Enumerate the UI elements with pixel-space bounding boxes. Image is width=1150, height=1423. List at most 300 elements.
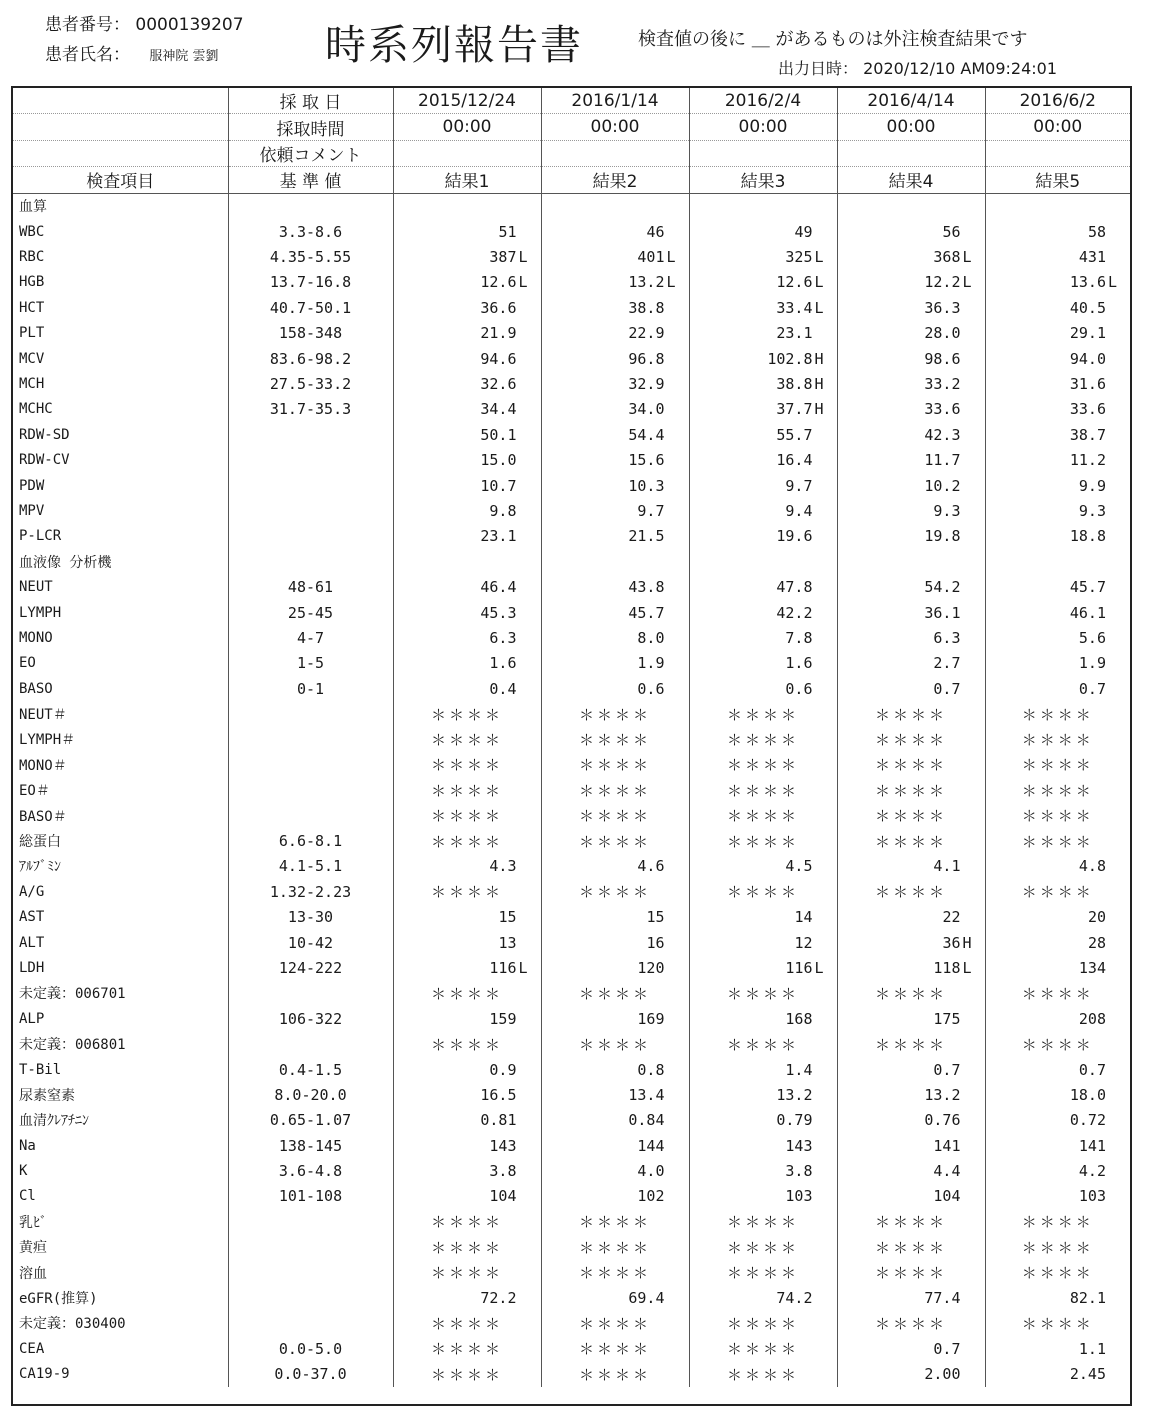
result-value: ＊＊＊＊ xyxy=(874,756,947,775)
result-cell xyxy=(393,1006,541,1031)
result-cell xyxy=(985,1057,1130,1082)
result-value: 28.0 xyxy=(924,324,961,343)
result-value: 40.5 xyxy=(1069,298,1106,317)
reference-range: 10-42 xyxy=(228,930,393,955)
result-cell xyxy=(541,295,689,320)
reference-range: 0.4-1.5 xyxy=(228,1057,393,1082)
result-cell xyxy=(393,1057,541,1082)
result-cell xyxy=(541,625,689,650)
result-cell xyxy=(837,778,985,803)
result-cell xyxy=(837,1006,985,1031)
abnormal-flag: L xyxy=(518,958,528,977)
result-value: 16 xyxy=(646,933,665,952)
output-datetime xyxy=(778,56,1057,79)
table-row xyxy=(13,371,1130,396)
result-value: 9.8 xyxy=(489,501,517,520)
table-row xyxy=(13,930,1130,955)
result-value: 37.7 xyxy=(776,400,813,419)
result-cell xyxy=(393,1260,541,1285)
result-cell xyxy=(541,219,689,244)
table-row xyxy=(13,524,1130,549)
table-row xyxy=(13,752,1130,777)
result-value: 45.7 xyxy=(1069,578,1106,597)
date-3: 2016/2/4 xyxy=(689,88,837,114)
result-value: ＊＊＊＊ xyxy=(726,705,799,724)
table-row xyxy=(13,676,1130,701)
result-cell xyxy=(985,1311,1130,1336)
result-value: 141 xyxy=(933,1136,961,1155)
result-value: 42.2 xyxy=(776,603,813,622)
time-1: 00:00 xyxy=(393,114,541,140)
result-value: 19.8 xyxy=(924,527,961,546)
result-cell xyxy=(541,930,689,955)
result-value: 33.6 xyxy=(1069,400,1106,419)
result-cell xyxy=(689,346,837,371)
result-cell xyxy=(393,524,541,549)
result-value: ＊＊＊＊ xyxy=(1021,781,1094,800)
result-cell xyxy=(393,447,541,472)
item-label: 検査項目 xyxy=(13,167,228,193)
test-name: CA19-9 xyxy=(19,1366,70,1383)
result-cell xyxy=(689,397,837,422)
result-value: 6.3 xyxy=(489,628,517,647)
result-cell xyxy=(985,473,1130,498)
result-cell xyxy=(393,498,541,523)
test-name: RDW-CV xyxy=(19,452,70,469)
result-cell xyxy=(393,828,541,853)
reference-range: 31.7-35.3 xyxy=(228,397,393,422)
lab-results-table xyxy=(13,88,1130,1387)
result-cell xyxy=(541,1133,689,1158)
date-5: 2016/6/2 xyxy=(985,88,1130,114)
result-value: ＊＊＊＊ xyxy=(578,883,651,902)
result-cell xyxy=(985,1031,1130,1056)
test-name: 乳ﾋﾞ xyxy=(19,1214,47,1231)
result-cell xyxy=(985,803,1130,828)
result-cell xyxy=(393,219,541,244)
result-cell xyxy=(393,930,541,955)
result-cell xyxy=(837,1082,985,1107)
result-cell xyxy=(837,1158,985,1183)
table-row xyxy=(13,1133,1130,1158)
abnormal-flag: H xyxy=(962,933,972,952)
test-name: eGFR(推算) xyxy=(19,1291,98,1308)
result-cell xyxy=(689,981,837,1006)
test-name: MCV xyxy=(19,350,45,367)
report-title: 時系列報告書 xyxy=(325,21,583,69)
result-cell xyxy=(689,321,837,346)
result-value: 4.0 xyxy=(637,1162,665,1181)
reference-range: 8.0-20.0 xyxy=(228,1082,393,1107)
date-1: 2015/12/24 xyxy=(393,88,541,114)
result-cell xyxy=(393,1209,541,1234)
result-cell xyxy=(541,1057,689,1082)
table-row xyxy=(13,600,1130,625)
abnormal-flag: L xyxy=(814,958,824,977)
result-value: 175 xyxy=(933,1009,961,1028)
result-value: ＊＊＊＊ xyxy=(1021,883,1094,902)
result-cell xyxy=(689,295,837,320)
result-value: 13.2 xyxy=(924,1085,961,1104)
result-cell xyxy=(689,651,837,676)
result-cell xyxy=(393,879,541,904)
result-value: 49 xyxy=(794,222,813,241)
result-value: 36.3 xyxy=(924,298,961,317)
result-value: ＊＊＊＊ xyxy=(726,984,799,1003)
report-table-frame xyxy=(11,86,1132,1406)
test-name: NEUT xyxy=(19,579,53,596)
output-label: 出力日時： xyxy=(778,59,859,78)
reference-range: 1-5 xyxy=(228,651,393,676)
result-value: ＊＊＊＊ xyxy=(578,1264,651,1283)
result-cell xyxy=(985,879,1130,904)
result-cell xyxy=(541,981,689,1006)
reference-range: 4.35-5.55 xyxy=(228,244,393,269)
result-cell xyxy=(393,803,541,828)
result-value: ＊＊＊＊ xyxy=(726,883,799,902)
table-row xyxy=(13,1006,1130,1031)
result-value: ＊＊＊＊ xyxy=(726,832,799,851)
reference-range xyxy=(228,981,393,1006)
abnormal-flag: L xyxy=(1108,273,1118,292)
result-value: 32.9 xyxy=(628,374,665,393)
result-cell xyxy=(393,1133,541,1158)
result-value: ＊＊＊＊ xyxy=(430,807,503,826)
result-cell xyxy=(837,1362,985,1387)
test-name: P-LCR xyxy=(19,528,62,545)
result-cell xyxy=(985,1235,1130,1260)
result-cell xyxy=(837,625,985,650)
date-4: 2016/4/14 xyxy=(837,88,985,114)
result-value: 13.2 xyxy=(628,273,665,292)
table-row xyxy=(13,397,1130,422)
result-cell xyxy=(837,1133,985,1158)
empty-cell xyxy=(541,193,689,219)
table-row xyxy=(13,244,1130,269)
result-value: 104 xyxy=(933,1187,961,1206)
table-row xyxy=(13,854,1130,879)
result-value: ＊＊＊＊ xyxy=(578,1238,651,1257)
reference-range xyxy=(228,422,393,447)
test-name: WBC xyxy=(19,223,45,240)
result-cell xyxy=(985,600,1130,625)
result-value: 96.8 xyxy=(628,349,665,368)
result-cell xyxy=(689,676,837,701)
test-name: LYMPH＃ xyxy=(19,732,76,749)
abnormal-flag: L xyxy=(962,958,972,977)
table-row xyxy=(13,574,1130,599)
time-label: 採取時間 xyxy=(228,114,393,140)
result-cell xyxy=(985,1362,1130,1387)
result-cell xyxy=(393,752,541,777)
result-cell xyxy=(689,701,837,726)
table-row xyxy=(13,447,1130,472)
result-cell xyxy=(541,270,689,295)
result-value: 46.1 xyxy=(1069,603,1106,622)
reference-range: 1.32-2.23 xyxy=(228,879,393,904)
result-value: 28 xyxy=(1087,933,1106,952)
reference-range: 13-30 xyxy=(228,905,393,930)
result-value: 21.9 xyxy=(480,324,517,343)
table-row xyxy=(13,1311,1130,1336)
result-cell xyxy=(985,905,1130,930)
result-value: 4.1 xyxy=(933,857,961,876)
result-value: 0.72 xyxy=(1069,1111,1106,1130)
result-value: 9.3 xyxy=(933,501,961,520)
reference-range: 3.3-8.6 xyxy=(228,219,393,244)
result-value: 33.4 xyxy=(776,298,813,317)
test-name: EO xyxy=(19,655,36,672)
result-cell xyxy=(541,1006,689,1031)
result-cell xyxy=(837,752,985,777)
result-cell xyxy=(393,295,541,320)
result-cell xyxy=(837,803,985,828)
result-cell xyxy=(689,1057,837,1082)
result-value: 19.6 xyxy=(776,527,813,546)
result-cell xyxy=(837,828,985,853)
result-value: 401 xyxy=(637,248,665,267)
table-row xyxy=(13,270,1130,295)
test-name: BASO xyxy=(19,680,53,697)
reference-range: 0.65-1.07 xyxy=(228,1108,393,1133)
table-body xyxy=(13,193,1130,1387)
reference-range xyxy=(228,803,393,828)
abnormal-flag: H xyxy=(814,374,824,393)
result-value: ＊＊＊＊ xyxy=(430,1238,503,1257)
result-value: 118 xyxy=(933,958,961,977)
result-cell xyxy=(837,1057,985,1082)
result-cell xyxy=(541,600,689,625)
test-name: AST xyxy=(19,909,45,926)
result-value: ＊＊＊＊ xyxy=(726,807,799,826)
result-value: 4.5 xyxy=(785,857,813,876)
result-cell xyxy=(985,422,1130,447)
result-cell xyxy=(541,1209,689,1234)
result-value: ＊＊＊＊ xyxy=(874,1314,947,1333)
result-value: 2.45 xyxy=(1069,1365,1106,1384)
table-row xyxy=(13,473,1130,498)
result-cell xyxy=(985,244,1130,269)
result-value: 9.9 xyxy=(1078,476,1106,495)
result-cell xyxy=(985,1108,1130,1133)
result-cell xyxy=(541,1260,689,1285)
result-cell xyxy=(689,1285,837,1310)
reference-range: 4.1-5.1 xyxy=(228,854,393,879)
test-name: 黄疸 xyxy=(19,1240,47,1257)
reference-range: 48-61 xyxy=(228,574,393,599)
result-value: 38.7 xyxy=(1069,425,1106,444)
result-cell xyxy=(837,981,985,1006)
result-value: ＊＊＊＊ xyxy=(430,1213,503,1232)
time-5: 00:00 xyxy=(985,114,1130,140)
result-cell xyxy=(393,1285,541,1310)
result-value: ＊＊＊＊ xyxy=(1021,730,1094,749)
result-cell xyxy=(541,447,689,472)
abnormal-flag: H xyxy=(814,400,824,419)
result-value: 94.0 xyxy=(1069,349,1106,368)
empty-cell xyxy=(228,549,393,574)
result-cell xyxy=(837,219,985,244)
reference-range: 106-322 xyxy=(228,1006,393,1031)
result-value: 103 xyxy=(1078,1187,1106,1206)
result-value: ＊＊＊＊ xyxy=(874,984,947,1003)
result-cell xyxy=(393,574,541,599)
test-name: CEA xyxy=(19,1340,45,1357)
result-value: 8.0 xyxy=(637,628,665,647)
result-value: ＊＊＊＊ xyxy=(1021,1314,1094,1333)
result-value: ＊＊＊＊ xyxy=(430,1035,503,1054)
result-value: ＊＊＊＊ xyxy=(1021,1264,1094,1283)
result-value: 1.6 xyxy=(785,654,813,673)
result-value: 77.4 xyxy=(924,1289,961,1308)
result-cell xyxy=(837,422,985,447)
result-cell xyxy=(541,422,689,447)
result-cell xyxy=(837,447,985,472)
result-cell xyxy=(393,676,541,701)
result-value: 0.7 xyxy=(933,1339,961,1358)
result-value: ＊＊＊＊ xyxy=(1021,705,1094,724)
section-row xyxy=(13,549,1130,574)
result-value: 4.4 xyxy=(933,1162,961,1181)
result-value: ＊＊＊＊ xyxy=(726,730,799,749)
result-cell xyxy=(541,778,689,803)
result-cell xyxy=(541,473,689,498)
result-cell xyxy=(541,1184,689,1209)
result-cell xyxy=(393,1311,541,1336)
result-value: 368 xyxy=(933,248,961,267)
result-value: ＊＊＊＊ xyxy=(874,730,947,749)
result-value: 120 xyxy=(637,958,665,977)
table-row xyxy=(13,1235,1130,1260)
result-value: 21.5 xyxy=(628,527,665,546)
empty-cell xyxy=(393,549,541,574)
section-label: 血液像 分析機 xyxy=(19,554,112,571)
result-cell xyxy=(985,295,1130,320)
result-cell xyxy=(837,473,985,498)
result-cell xyxy=(393,651,541,676)
patient-name-line xyxy=(45,40,219,65)
result-value: ＊＊＊＊ xyxy=(578,984,651,1003)
test-name: PLT xyxy=(19,325,45,342)
result-value: ＊＊＊＊ xyxy=(430,756,503,775)
result-value: 54.2 xyxy=(924,578,961,597)
result-cell xyxy=(689,524,837,549)
result-cell xyxy=(837,524,985,549)
table-row xyxy=(13,498,1130,523)
result-value: ＊＊＊＊ xyxy=(726,1264,799,1283)
result-value: ＊＊＊＊ xyxy=(874,705,947,724)
result-cell xyxy=(985,1158,1130,1183)
table-row xyxy=(13,321,1130,346)
result-value: 9.7 xyxy=(785,476,813,495)
empty-cell xyxy=(541,549,689,574)
table-row xyxy=(13,1082,1130,1107)
result-cell xyxy=(541,1108,689,1133)
result-value: 12 xyxy=(794,933,813,952)
result-value: ＊＊＊＊ xyxy=(726,1340,799,1359)
result-value: 141 xyxy=(1078,1136,1106,1155)
result-value: 56 xyxy=(942,222,961,241)
result-value: ＊＊＊＊ xyxy=(726,756,799,775)
result-cell xyxy=(689,574,837,599)
result-value: ＊＊＊＊ xyxy=(578,1314,651,1333)
section-label: 血算 xyxy=(19,199,47,216)
result-cell xyxy=(837,854,985,879)
result-cell xyxy=(837,905,985,930)
result-cell xyxy=(985,270,1130,295)
result-value: ＊＊＊＊ xyxy=(874,883,947,902)
reference-range xyxy=(228,524,393,549)
result-value: ＊＊＊＊ xyxy=(430,1264,503,1283)
test-name: T-Bil xyxy=(19,1061,62,1078)
result-cell xyxy=(541,1362,689,1387)
result-value: ＊＊＊＊ xyxy=(726,1213,799,1232)
result-cell xyxy=(541,727,689,752)
result-cell xyxy=(837,1285,985,1310)
result-value: ＊＊＊＊ xyxy=(430,705,503,724)
result-value: 9.3 xyxy=(1078,501,1106,520)
result-cell xyxy=(541,321,689,346)
result-cell xyxy=(689,625,837,650)
result-value: 16.4 xyxy=(776,451,813,470)
reference-range xyxy=(228,1031,393,1056)
result-cell xyxy=(837,1311,985,1336)
result-value: 13.2 xyxy=(776,1085,813,1104)
result-value: ＊＊＊＊ xyxy=(726,1238,799,1257)
result-value: 11.7 xyxy=(924,451,961,470)
result-value: ＊＊＊＊ xyxy=(1021,832,1094,851)
result-cell xyxy=(985,1184,1130,1209)
result-value: 431 xyxy=(1078,248,1106,267)
result-cell xyxy=(689,752,837,777)
result-value: 32.6 xyxy=(480,374,517,393)
result-value: 12.2 xyxy=(924,273,961,292)
result-value: 15 xyxy=(498,908,517,927)
result-value: 58 xyxy=(1087,222,1106,241)
test-name: Na xyxy=(19,1137,36,1154)
result-cell xyxy=(541,828,689,853)
result-cell xyxy=(541,244,689,269)
section-row xyxy=(13,193,1130,219)
result-value: ＊＊＊＊ xyxy=(430,781,503,800)
result-cell xyxy=(985,321,1130,346)
result-cell xyxy=(541,879,689,904)
result-value: 0.6 xyxy=(785,679,813,698)
result-value: ＊＊＊＊ xyxy=(1021,756,1094,775)
table-row xyxy=(13,803,1130,828)
result-cell xyxy=(985,1006,1130,1031)
result-cell xyxy=(689,244,837,269)
test-name: 未定義：006801 xyxy=(19,1037,126,1054)
reference-range: 158-348 xyxy=(228,321,393,346)
result-value: 29.1 xyxy=(1069,324,1106,343)
date-label: 採 取 日 xyxy=(228,88,393,114)
result-cell xyxy=(393,1362,541,1387)
test-name: K xyxy=(19,1163,28,1180)
result-cell xyxy=(689,1158,837,1183)
result-value: 22.9 xyxy=(628,324,665,343)
result-value: 4.6 xyxy=(637,857,665,876)
result-value: ＊＊＊＊ xyxy=(430,832,503,851)
result-value: 387 xyxy=(489,248,517,267)
abnormal-flag: L xyxy=(814,298,824,317)
result-cell xyxy=(689,1235,837,1260)
result-value: 38.8 xyxy=(776,374,813,393)
result-value: 0.7 xyxy=(1078,1060,1106,1079)
result-value: 46.4 xyxy=(480,578,517,597)
reference-range: 13.7-16.8 xyxy=(228,270,393,295)
result-value: 36.1 xyxy=(924,603,961,622)
